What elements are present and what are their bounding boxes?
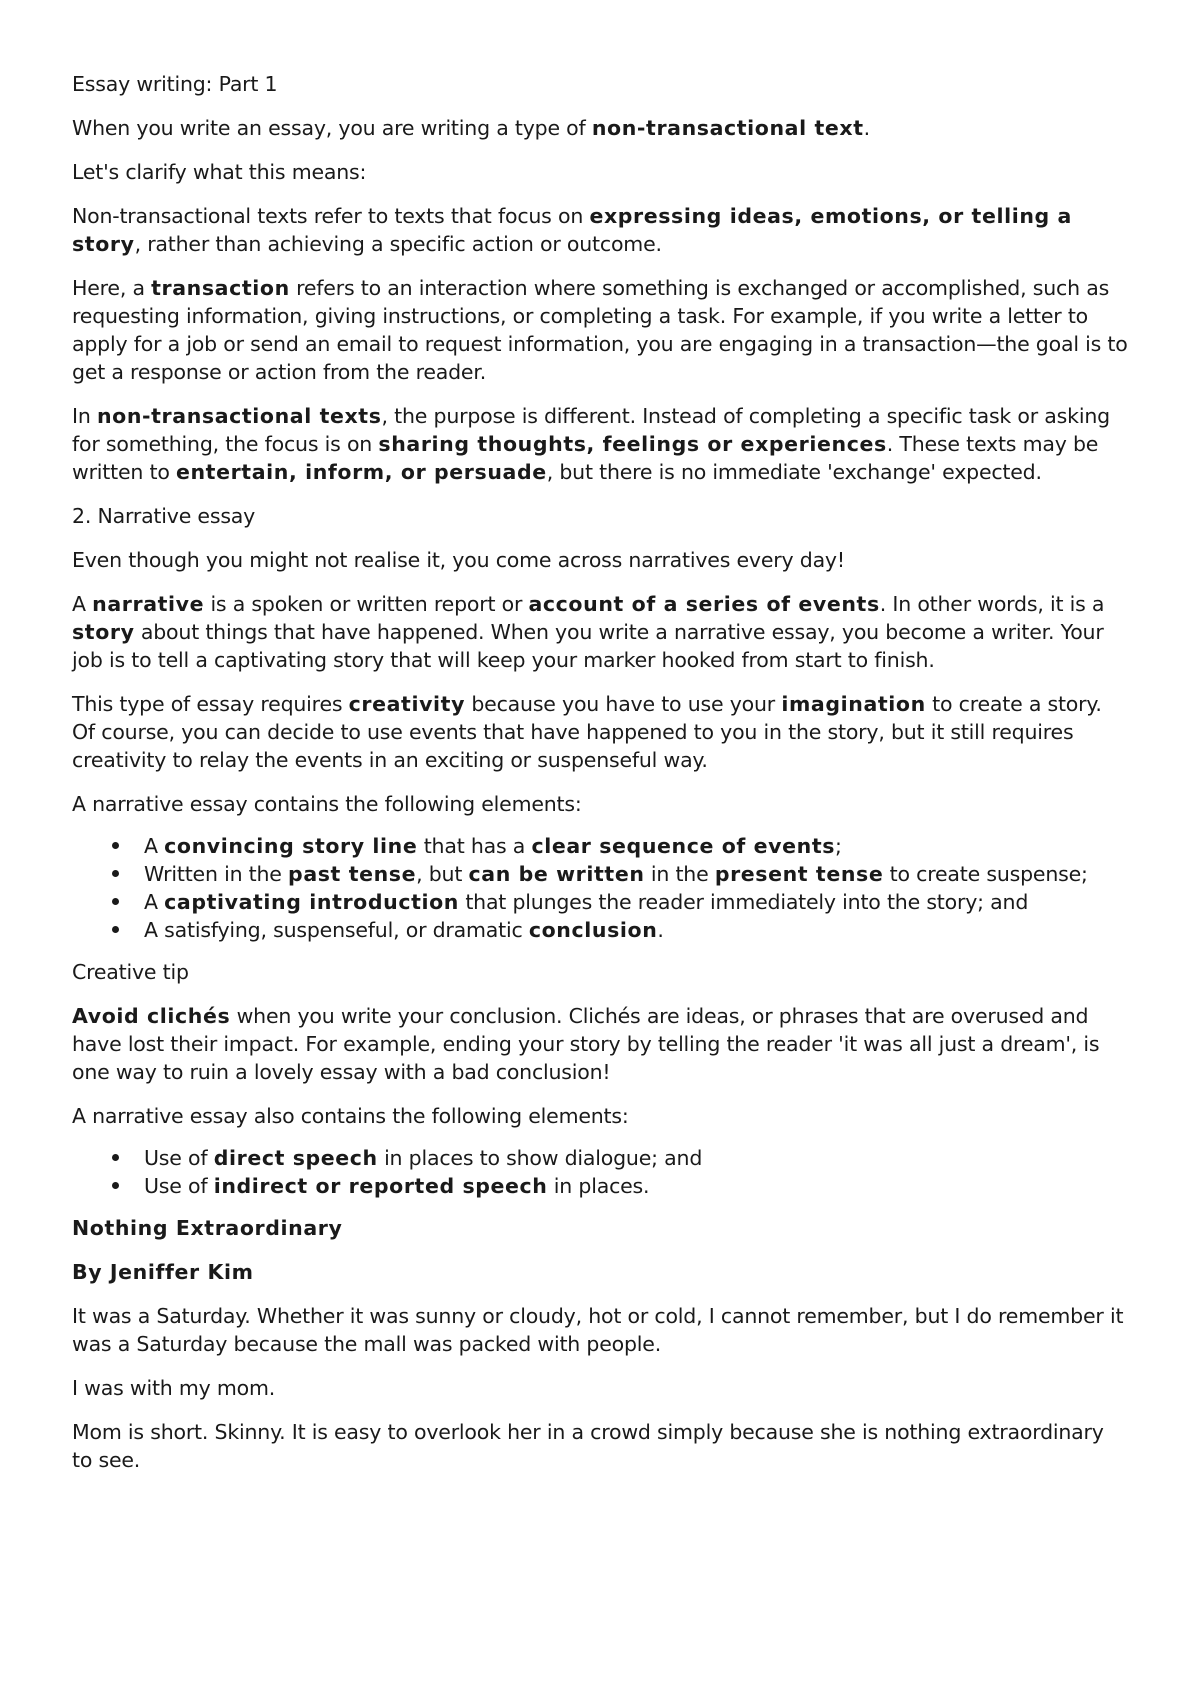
section-heading-narrative: 2. Narrative essay xyxy=(72,504,256,528)
clarify-paragraph: Let's clarify what this means: xyxy=(72,160,367,184)
story-paragraph: It was a Saturday. Whether it was sunny or cloudy, hot or cold, I cannot remember, but I do remember it was a Saturday because the mall was packed with people. xyxy=(72,1304,1124,1356)
elements-intro: A narrative essay contains the following elements: xyxy=(72,792,582,816)
narrative-definition-paragraph: A narrative is a spoken or written report or account of a series of events. In other words, it is a story about things that have happened. When you write a narrative essay, you become a writer. Your job is to tell a captivating story that will keep your marker hooked from start to finish. xyxy=(72,592,1105,672)
non-transactional-paragraph: In non-transactional texts, the purpose is different. Instead of completing a specific task or asking for something, the focus is on sharing thoughts, feelings or experiences. These texts may be written to entertain, inform, or persuade, but there is no immediate 'exchange' expected. xyxy=(72,404,1110,484)
list-item: Use of direct speech in places to show dialogue; and xyxy=(72,1144,1128,1172)
document-heading: Essay writing: Part 1 xyxy=(72,72,278,96)
list-item: A convincing story line that has a clear sequence of events; xyxy=(72,832,1128,860)
definition-paragraph: Non-transactional texts refer to texts that focus on expressing ideas, emotions, or telling a story, rather than achieving a specific action or outcome. xyxy=(72,204,1072,256)
also-list xyxy=(72,1144,1128,1200)
list-item: Written in the past tense, but can be written in the present tense to create suspense; xyxy=(72,860,1128,888)
story-paragraph: Mom is short. Skinny. It is easy to overlook her in a crowd simply because she is nothing extraordinary to see. xyxy=(72,1420,1104,1472)
creativity-paragraph: This type of essay requires creativity because you have to use your imagination to create a story. Of course, you can decide to use events that have happened to you in the story, but it still requires creativity to relay the events in an exciting or suspenseful way. xyxy=(72,692,1102,772)
transaction-paragraph: Here, a transaction refers to an interaction where something is exchanged or accomplished, such as requesting information, giving instructions, or completing a task. For example, if you write a letter to apply for a job or send an email to request information, you are engaging in a transaction—the goal is to get a response or action from the reader. xyxy=(72,276,1128,384)
story-title: Nothing Extraordinary xyxy=(72,1216,343,1240)
story-paragraph: I was with my mom. xyxy=(72,1376,276,1400)
elements-list xyxy=(72,832,1128,944)
list-item: Use of indirect or reported speech in places. xyxy=(72,1172,1128,1200)
list-item: A captivating introduction that plunges the reader immediately into the story; and xyxy=(72,888,1128,916)
tip-paragraph: Avoid clichés when you write your conclusion. Clichés are ideas, or phrases that are overused and have lost their impact. For example, ending your story by telling the reader 'it was all just a dream', is one way to ruin a lovely essay with a bad conclusion! xyxy=(72,1004,1100,1084)
intro-paragraph: When you write an essay, you are writing a type of non-transactional text. xyxy=(72,116,870,140)
story-author: By Jeniffer Kim xyxy=(72,1260,254,1284)
list-item: A satisfying, suspenseful, or dramatic conclusion. xyxy=(72,916,1128,944)
also-intro: A narrative essay also contains the following elements: xyxy=(72,1104,629,1128)
everyday-paragraph: Even though you might not realise it, you come across narratives every day! xyxy=(72,548,845,572)
tip-heading: Creative tip xyxy=(72,960,189,984)
